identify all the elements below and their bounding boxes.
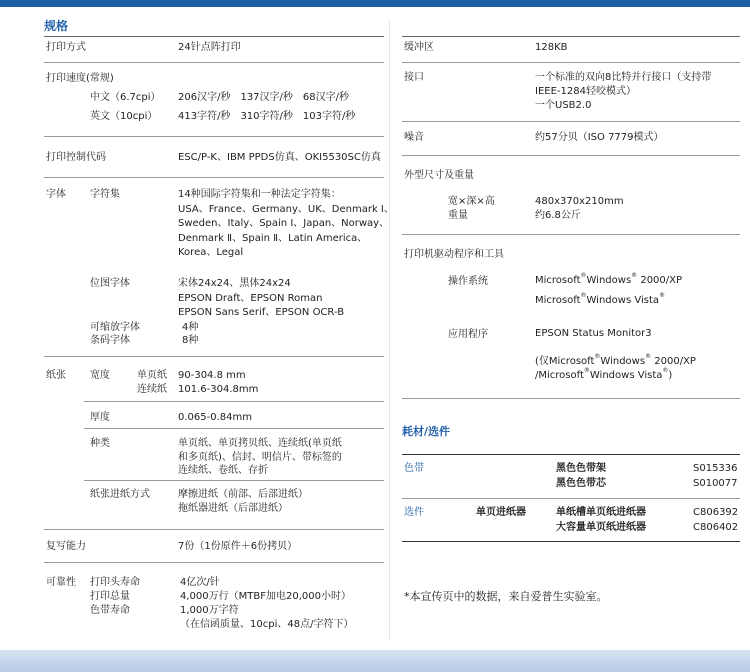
buffer-label: 缓冲区 [404, 42, 434, 53]
ribbon-life-note: （在信函质量、10cpi、48点/字符下） [180, 619, 354, 630]
interface-label: 接口 [404, 72, 424, 83]
paper-feed-value [178, 488, 308, 515]
row-rule [402, 398, 740, 399]
copy-capability-label: 复写能力 [46, 541, 86, 552]
interface-line: 一个标准的双向8比特并行接口（支持带 [535, 72, 712, 83]
copy-capability-value: 7份（1份原件＋6份拷贝） [178, 541, 298, 552]
paper-type-line: 连续纸、卷纸、存折 [178, 465, 268, 476]
app-label: 应用程序 [448, 329, 488, 340]
charset-line: Denmark Ⅱ、Spain Ⅱ、Latin America、 [178, 232, 368, 244]
interface-value [535, 71, 711, 113]
paper-label: 纸张 [46, 370, 66, 381]
paper-type-line: 和多页纸)、信封、明信片、带标签的 [178, 451, 342, 463]
ribbon-life-label: 色带寿命 [90, 605, 130, 616]
dimensions-label: 外型尺寸及重量 [404, 170, 474, 181]
row-rule [402, 121, 740, 122]
paper-types-label: 种类 [90, 438, 110, 449]
font-label: 字体 [46, 189, 66, 200]
row-rule [44, 136, 384, 137]
ribbon-item-name: 黑色色带芯 [556, 478, 606, 489]
paper-type-line: 单页纸、单页拷贝纸、连续纸(单页纸 [178, 438, 342, 449]
app-note-line-2: /Microsoft®Windows Vista®) [535, 367, 673, 381]
column-divider [389, 20, 390, 640]
head-life-value: 4亿次/针 [180, 577, 220, 588]
footnote: *本宣传页中的数据，来自爱普生实验室。 [404, 590, 608, 603]
noise-value: 约57分贝（ISO 7779模式） [535, 132, 664, 143]
continuous-label: 连续纸 [137, 384, 167, 395]
bitmap-font-label: 位图字体 [90, 278, 130, 289]
consumables-bottom-rule [402, 541, 740, 542]
ribbon-category-label: 色带 [404, 463, 424, 474]
charset-line: 14种国际字符集和一种法定字符集： [178, 189, 341, 200]
charset-value [178, 188, 394, 261]
options-category-label: 选件 [404, 507, 424, 518]
paper-width-label: 宽度 [90, 370, 110, 381]
continuous-value: 101.6-304.8mm [178, 384, 259, 395]
top-color-band [0, 0, 750, 7]
interface-line: IEEE-1284轻咬模式） [535, 86, 636, 97]
os-label: 操作系统 [448, 276, 488, 287]
charset-line: USA、France、Germany、UK、Denmark Ⅰ、 [178, 203, 394, 215]
row-rule [402, 155, 740, 156]
scalable-font-value: 4种 [182, 322, 199, 333]
bitmap-line: EPSON Draft、EPSON Roman [178, 292, 323, 304]
weight-label: 重量 [448, 210, 468, 221]
total-print-label: 打印总量 [90, 591, 130, 602]
control-code-label: 打印控制代码 [46, 152, 106, 163]
print-method-label: 打印方式 [46, 42, 86, 53]
page-title: 规格 [44, 19, 69, 33]
bitmap-font-value [178, 277, 344, 321]
app-value: EPSON Status Monitor3 [535, 328, 652, 339]
noise-label: 噪音 [404, 132, 424, 143]
row-rule [402, 234, 740, 235]
paper-feed-line: 摩擦进纸（前部、后部进纸） [178, 489, 308, 500]
option-item-name: 单纸槽单页纸进纸器 [556, 507, 646, 518]
size-label: 宽×深×高 [448, 196, 495, 207]
thickness-value: 0.065-0.84mm [178, 412, 252, 423]
row-rule [84, 428, 384, 429]
head-life-label: 打印头寿命 [90, 577, 140, 588]
barcode-font-label: 条码字体 [90, 335, 130, 346]
weight-value: 约6.8公斤 [535, 210, 581, 221]
barcode-font-value: 8种 [182, 335, 199, 346]
consumables-top-rule [402, 454, 740, 455]
single-sheet-label: 单页纸 [137, 370, 167, 381]
ribbon-item-name: 黑色色带架 [556, 463, 606, 474]
ribbon-life-value: 1,000万字符 [180, 605, 239, 616]
row-rule [44, 356, 384, 357]
buffer-value: 128KB [535, 42, 568, 53]
app-note-line-1: (仅Microsoft®Windows® 2000/XP [535, 353, 696, 367]
bitmap-line: EPSON Sans Serif、EPSON OCR-B [178, 307, 345, 318]
paper-feed-label: 纸张进纸方式 [90, 489, 150, 500]
consumables-title: 耗材/选件 [402, 425, 451, 438]
interface-line: 一个USB2.0 [535, 100, 592, 111]
print-method-value: 24针点阵打印 [178, 42, 241, 53]
os-line-1: Microsoft®Windows® 2000/XP [535, 272, 683, 286]
single-sheet-value: 90-304.8 mm [178, 370, 246, 381]
paper-feed-line: 拖纸器进纸（后部进纸） [178, 502, 288, 514]
row-rule [402, 498, 740, 499]
charset-line: Korea、Legal [178, 247, 244, 258]
speed-cn-label: 中文（6.7cpi） [90, 92, 161, 103]
speed-en-label: 英文（10cpi） [90, 111, 158, 122]
thickness-label: 厚度 [90, 412, 110, 423]
row-rule [44, 62, 384, 63]
bottom-color-band [0, 650, 750, 672]
row-rule [44, 529, 384, 530]
speed-en-value: 413字符/秒 310字符/秒 103字符/秒 [178, 111, 356, 122]
row-rule [44, 562, 384, 563]
ribbon-item-code: S015336 [693, 463, 738, 474]
row-rule [84, 480, 384, 481]
ribbon-item-code: S010077 [693, 478, 738, 489]
scalable-font-label: 可缩放字体 [90, 322, 140, 333]
option-item-name: 大容量单页纸进纸器 [556, 522, 646, 533]
title-rule [44, 36, 384, 37]
option-item-code: C806402 [693, 522, 739, 533]
row-rule [84, 401, 384, 402]
total-print-value: 4,000万行（MTBF加电20,000小时） [180, 591, 351, 602]
control-code-value: ESC/P-K、IBM PPDS仿真、OKI5530SC仿真 [178, 152, 381, 163]
charset-label: 字符集 [90, 189, 120, 200]
row-rule [44, 177, 384, 178]
options-sub-label: 单页进纸器 [476, 507, 526, 518]
reliability-label: 可靠性 [46, 577, 76, 588]
bitmap-line: 宋体24x24、黑体24x24 [178, 278, 291, 289]
option-item-code: C806392 [693, 507, 739, 518]
drivers-label: 打印机驱动程序和工具 [404, 249, 504, 260]
speed-cn-value: 206汉字/秒 137汉字/秒 68汉字/秒 [178, 92, 350, 103]
size-value: 480x370x210mm [535, 196, 624, 207]
charset-line: Sweden、Italy、Spain Ⅰ、Japan、Norway、 [178, 218, 390, 229]
right-top-rule [402, 36, 740, 37]
os-line-2: Microsoft®Windows Vista® [535, 292, 665, 306]
paper-types-value [178, 437, 342, 478]
print-speed-label: 打印速度(常规) [46, 73, 114, 84]
row-rule [402, 62, 740, 63]
